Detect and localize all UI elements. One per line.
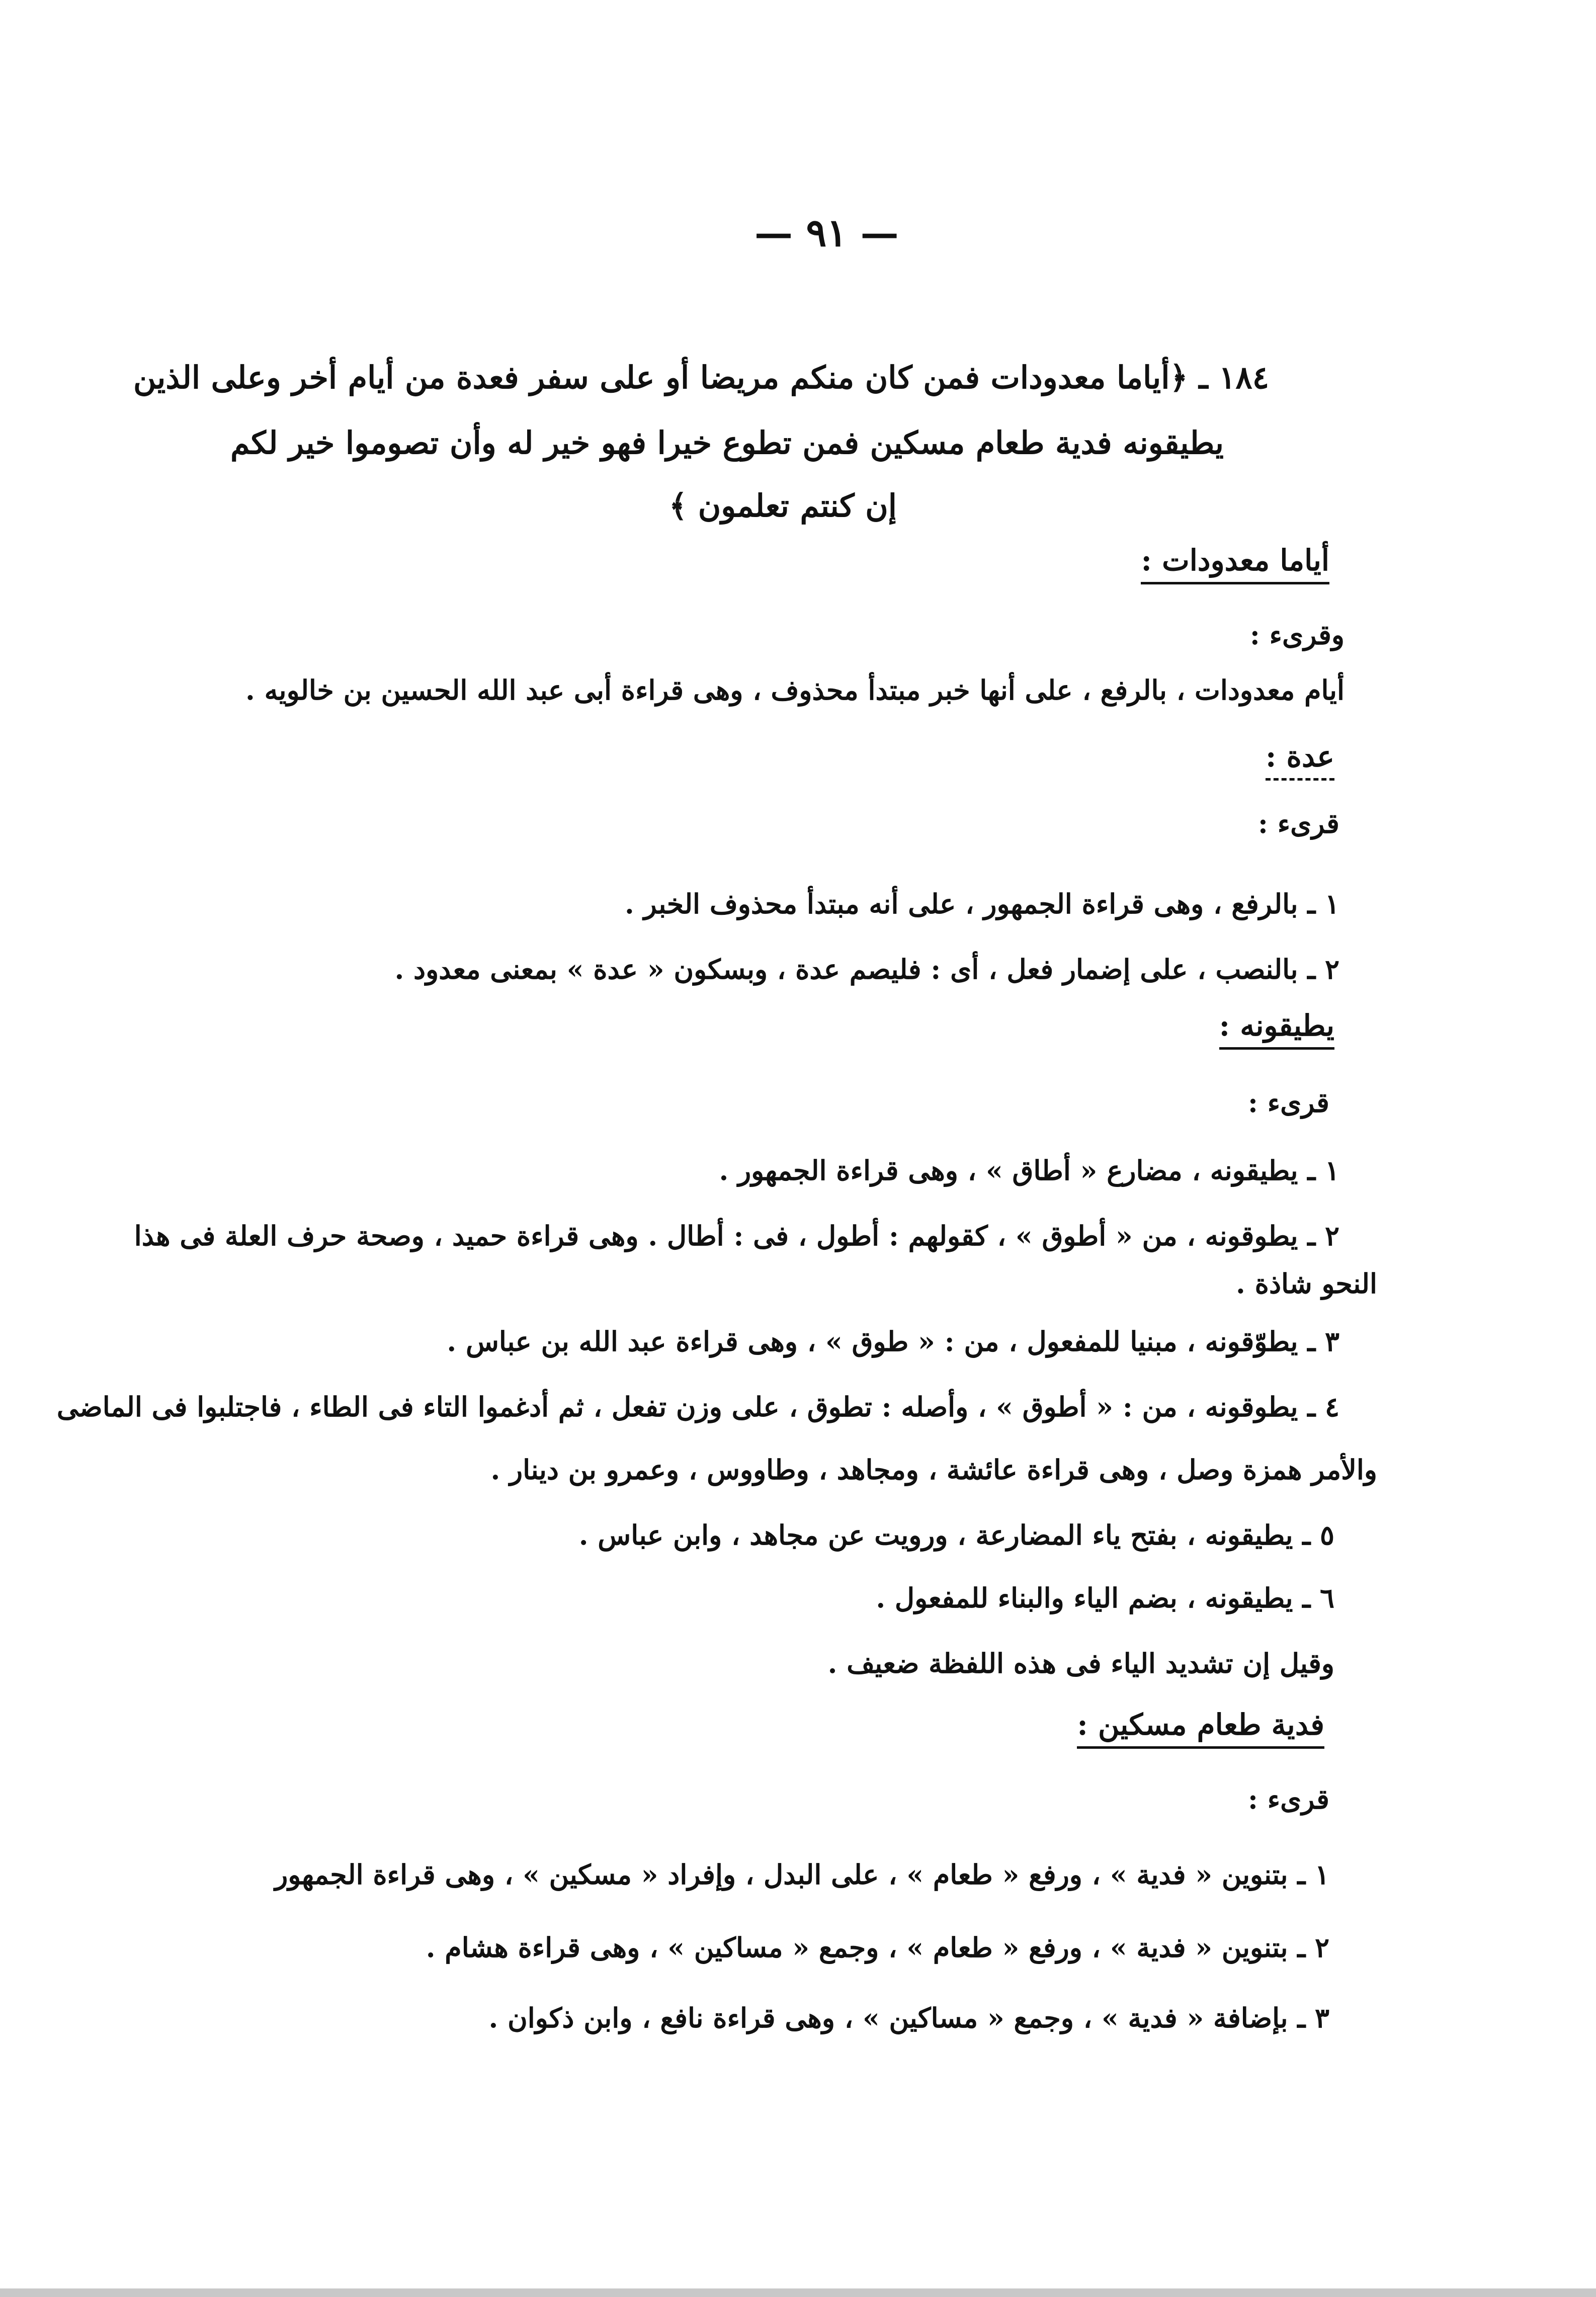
reading-line: ٢ ـ بتنوين « فدية » ، ورفع « طعام » ، وجمع « مساكين » ، وهى قراءة هشام . (426, 1931, 1329, 1964)
reading-line: ٢ ـ بالنصب ، على إضمار فعل ، أى : فليصم عدة ، وبسكون « عدة » بمعنى معدود . (394, 953, 1339, 985)
reading-line: أيام معدودات ، بالرفع ، على أنها خبر مبتدأ محذوف ، وهى قراءة أبى عبد الله الحسين بن خالويه . (245, 674, 1345, 706)
section-heading-yutiqunahu-text: يطيقونه : (1219, 1011, 1334, 1050)
verse-line-2: يطيقونه فدية طعام مسكين فمن تطوع خيرا فهو خير له وأن تصوموا خير لكم (230, 424, 1224, 461)
scan-bottom-edge (0, 2288, 1596, 2297)
reading-line: ٥ ـ يطيقونه ، بفتح ياء المضارعة ، ورويت عن مجاهد ، وابن عباس . (578, 1519, 1334, 1551)
qara-label: وقرىء : (1249, 619, 1345, 651)
reading-line: ٦ ـ يطيقونه ، بضم الياء والبناء للمفعول . (876, 1582, 1334, 1614)
reading-line: ١ ـ بالرفع ، وهى قراءة الجمهور ، على أنه مبتدأ محذوف الخبر . (625, 888, 1339, 920)
reading-line: ٣ ـ بإضافة « فدية » ، وجمع « مساكين » ، وهى قراءة نافع ، وابن ذكوان . (488, 2002, 1329, 2034)
reading-line: ١ ـ يطيقونه ، مضارع « أطاق » ، وهى قراءة الجمهور . (719, 1154, 1339, 1186)
page-number: — ٩١ — (754, 210, 899, 255)
section-heading-yutiqunahu (1219, 1008, 1334, 1050)
reading-line: وقيل إن تشديد الياء فى هذه اللفظة ضعيف . (827, 1647, 1334, 1679)
qara-label: قرىء : (1248, 1783, 1329, 1815)
reading-line: ٣ ـ يطوّقونه ، مبنيا للمفعول ، من : « طوق » ، وهى قراءة عبد الله بن عباس . (447, 1325, 1339, 1357)
section-heading-ayyaman-text: أياما معدودات : (1141, 546, 1329, 584)
qara-label: قرىء : (1248, 1086, 1329, 1119)
qara-label: قرىء : (1258, 807, 1339, 839)
section-heading-fidyah-text: فدية طعام مسكين : (1077, 1710, 1324, 1749)
reading-line: النحو شاذة . (1236, 1267, 1377, 1300)
verse-line-3: إن كنتم تعلمون ﴾ (668, 487, 897, 524)
reading-line: ٤ ـ يطوقونه ، من : « أطوق » ، وأصله : تطوق ، على وزن تفعل ، ثم أدغموا التاء فى الطاء ، فاجتلبوا فى الماضى (56, 1391, 1339, 1423)
section-heading-iddah (1265, 739, 1334, 781)
section-heading-fidyah (1077, 1710, 1324, 1749)
reading-line: ٢ ـ يطوقونه ، من « أطوق » ، كقولهم : أطول ، فى : أطال . وهى قراءة حميد ، وصحة حرف العلة فى هذا (134, 1220, 1339, 1252)
reading-line: والأمر همزة وصل ، وهى قراءة عائشة ، ومجاهد ، وطاووس ، وعمرو بن دينار . (490, 1454, 1377, 1486)
section-heading-ayyaman (1141, 543, 1329, 584)
reading-line: ١ ـ بتنوين « فدية » ، ورفع « طعام » ، على البدل ، وإفراد « مسكين » ، وهى قراءة الجمهور (275, 1858, 1329, 1891)
verse-line-1: ١٨٤ ـ ﴿أياما معدودات فمن كان منكم مريضا أو على سفر فعدة من أيام أخر وعلى الذين (133, 359, 1269, 396)
section-heading-iddah-text: عدة : (1266, 742, 1334, 781)
